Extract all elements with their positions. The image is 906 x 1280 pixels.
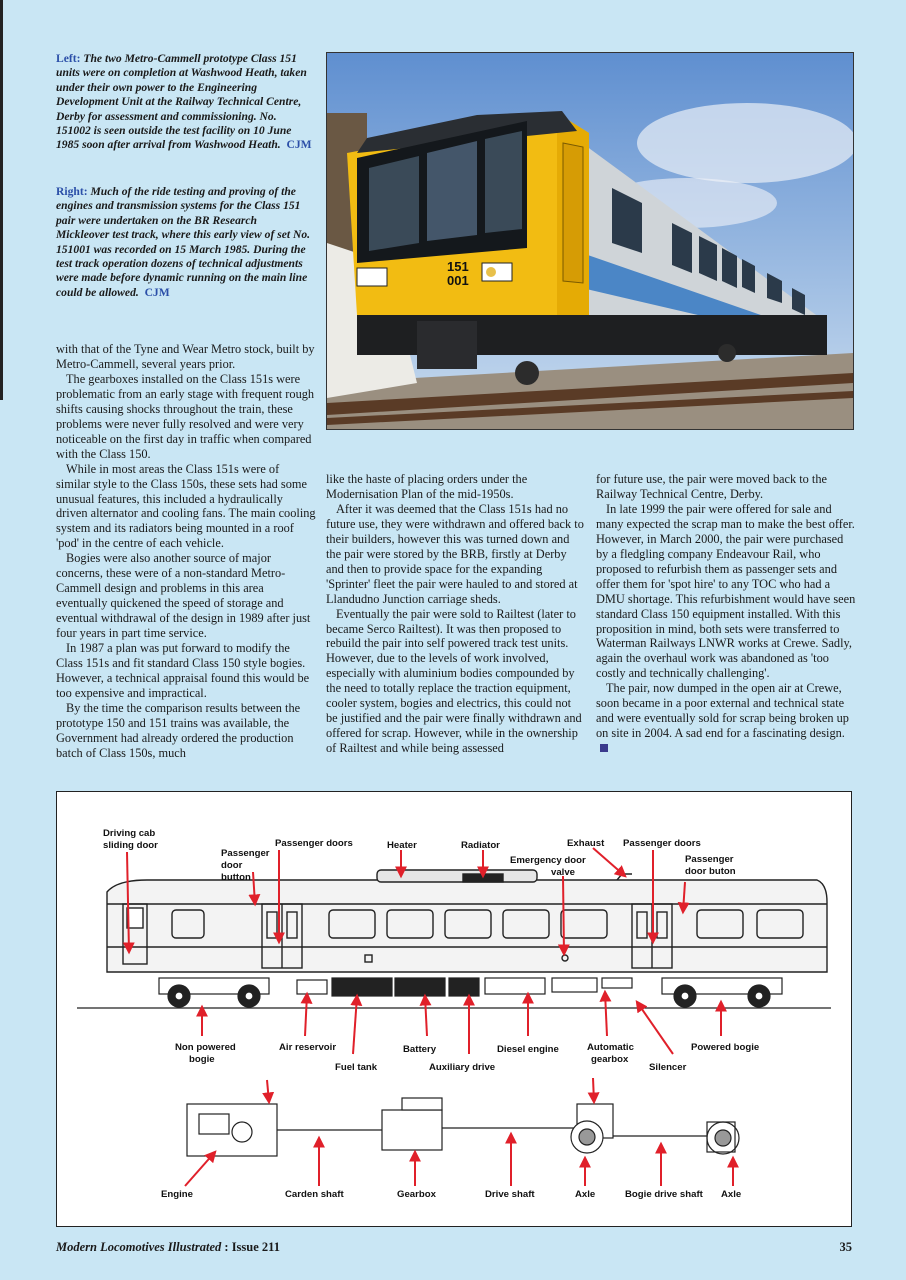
train-photo [326,52,854,430]
issue-number: : Issue 211 [221,1240,280,1254]
photo-unit-number-2: 001 [447,273,469,288]
label-passenger-door-button-3: button [221,872,251,883]
diagram-svg [57,792,851,1226]
col1-para-6: By the time the comparison results between the prototype 150 and 151 trains was available, the Government had already ordered the production batch of Class 150s, much [56,700,301,760]
col2-para-2: After it was deemed that the Class 151s had no future use, they were withdrawn and offered back to their builders, however this was turned down and the pair were stored by the BRB, firstly at Derby and then to provide space for the expanding 'Sprinter' fleet the pair were hauled to and stored at Llandudno Junction carriage sheds. [326,501,584,606]
label-axle-1: Axle [575,1189,596,1200]
coach-side-view [107,870,827,972]
label-engine: Engine [161,1189,193,1200]
end-of-article-square [600,744,608,752]
train-illustration [327,53,853,429]
label-driving-cab-1: Driving cab [103,828,156,839]
col1-para-2: The gearboxes installed on the Class 151s were problematic from an early stage with frequent rough shifts causing shocks throughout the train, these problems were never fully resolved and were very noticeable on the first day in traffic when compared with the Class 150. [56,371,315,461]
label-passenger-doors-right: Passenger doors [623,838,701,849]
label-powered-bogie: Powered bogie [691,1042,760,1053]
label-driving-cab-2: sliding door [103,840,158,851]
photo-unit-number-1: 151 [447,259,469,274]
col3-para-3: The pair, now dumped in the open air at Crewe, soon became in a poor external and technical state and were eventually sold for scrap being broken up on site in 2004. A sad end for a fascinating design. [596,681,849,741]
label-automatic-gearbox-1: Automatic [587,1042,634,1053]
non-powered-bogie-drawing [159,978,269,1007]
col1-para-1: with that of the Tyne and Wear Metro stock, built by Metro-Cammell, several years prior. [56,342,315,371]
label-auxiliary-drive: Auxiliary drive [429,1062,496,1073]
label-passenger-door-buton-1: Passenger [685,854,734,865]
label-emergency-valve-1: Emergency door [510,855,586,866]
label-drive-shaft: Drive shaft [485,1189,535,1200]
caption-left [56,52,312,153]
caption-right-credit: CJM [144,285,170,299]
label-emergency-valve-2: valve [551,867,576,878]
caption-left-text: The two Metro-Cammell prototype Class 151 units were on completion at Washwood Heath, taken under their own power to the Engineering Development Unit at the Railway Technical Centre, Derby for assessment and commissioning. No. 151002 is seen outside the test facility on 10 June 1985 soon after arrival from Washwood Heath. [56,52,307,152]
drive-line-schematic [187,1098,739,1156]
page-edge-rule [0,0,3,400]
label-non-powered-bogie-1: Non powered [175,1042,236,1053]
caption-left-credit: CJM [286,138,312,152]
label-radiator: Radiator [461,840,500,851]
label-gearbox: Gearbox [397,1189,436,1200]
article-column-2 [326,472,584,756]
label-fuel-tank: Fuel tank [335,1062,378,1073]
label-automatic-gearbox-2: gearbox [591,1054,629,1065]
label-diesel-engine: Diesel engine [497,1044,559,1055]
label-passenger-door-button-2: door [221,860,243,871]
label-passenger-doors-left: Passenger doors [275,838,353,849]
col1-para-3: While in most areas the Class 151s were of similar style to the Class 150s, these sets had some unusual features, this included a hydraulically driven alternator and cooling fans. The main cooling system and its radiators being mounted in a roof 'pod' in the centre of each vehicle. [56,461,316,551]
col1-para-4: Bogies were also another source of major concerns, these were of a non-standard Metro-Cammell design and problems in this area eventually quickened the speed of storage and eventual withdrawal of the design in 1989 after just four years in part time service. [56,551,311,641]
label-heater: Heater [387,840,417,851]
label-air-reservoir: Air reservoir [279,1042,337,1053]
article-column-1 [56,342,316,761]
label-passenger-door-button-1: Passenger [221,848,270,859]
class-151-diagram [56,791,852,1227]
label-battery: Battery [403,1044,437,1055]
label-silencer: Silencer [649,1062,687,1073]
caption-left-lead: Left: [56,52,81,65]
label-exhaust: Exhaust [567,838,605,849]
footer-publication [56,1240,280,1255]
caption-right-lead: Right: [56,185,88,198]
article-column-3 [596,472,856,756]
label-axle-2: Axle [721,1189,742,1200]
caption-right-text: Much of the ride testing and proving of the engines and transmission systems for the Class 151 pair were undertaken on the BR Research Mickleover test track, where this early view of set No. 151001 was recorded on 15 March 1985. During the test track operation dozens of technical adjustments were made before dynamic running on the main line could be allowed. [56,185,311,299]
label-passenger-door-buton-2: door buton [685,866,736,877]
col1-para-5: In 1987 a plan was put forward to modify the Class 151s and fit standard Class 150 style bogies. However, a technical appraisal found this would be too expensive and impractical. [56,641,310,700]
publication-name: Modern Locomotives Illustrated [56,1240,222,1254]
col2-para-3: Eventually the pair were sold to Railtest (later to became Serco Railtest). It was then proposed to rebuild the pair into self powered track test units. However, due to the levels of work involved, especially with aluminium bodies compounded by the need to totally replace the traction equipment, cooler system, bogies and electrics, this could not be justified and the pair were finally withdrawn and offered for scrap. However, while in the ownership of Railtest and while being assessed [326,606,582,756]
col3-para-1: for future use, the pair were moved back to the Railway Technical Centre, Derby. [596,472,828,501]
col3-para-2: In late 1999 the pair were offered for sale and many expected the scrap man to make the best offer. However, in March 2000, the pair were purchased by a fledgling company Endeavour Rail, who proposed to refurbish them as passenger sets and offer them for 'spot hire' to any TOC who had a DMU shortage. This refurbishment would have seen standard Class 150 equipment installed. With this proposition in mind, both sets were transferred to Waterman Railways LNWR works at Crewe. Sadly, again the overhaul work was abandoned as 'too costly and technically challenging'. [596,501,856,681]
label-bogie-drive-shaft: Bogie drive shaft [625,1189,703,1200]
label-non-powered-bogie-2: bogie [189,1054,215,1065]
col2-para-1: like the haste of placing orders under the Modernisation Plan of the mid-1950s. [326,472,528,501]
caption-right [56,185,312,300]
label-carden-shaft: Carden shaft [285,1189,344,1200]
page-number: 35 [839,1240,852,1254]
